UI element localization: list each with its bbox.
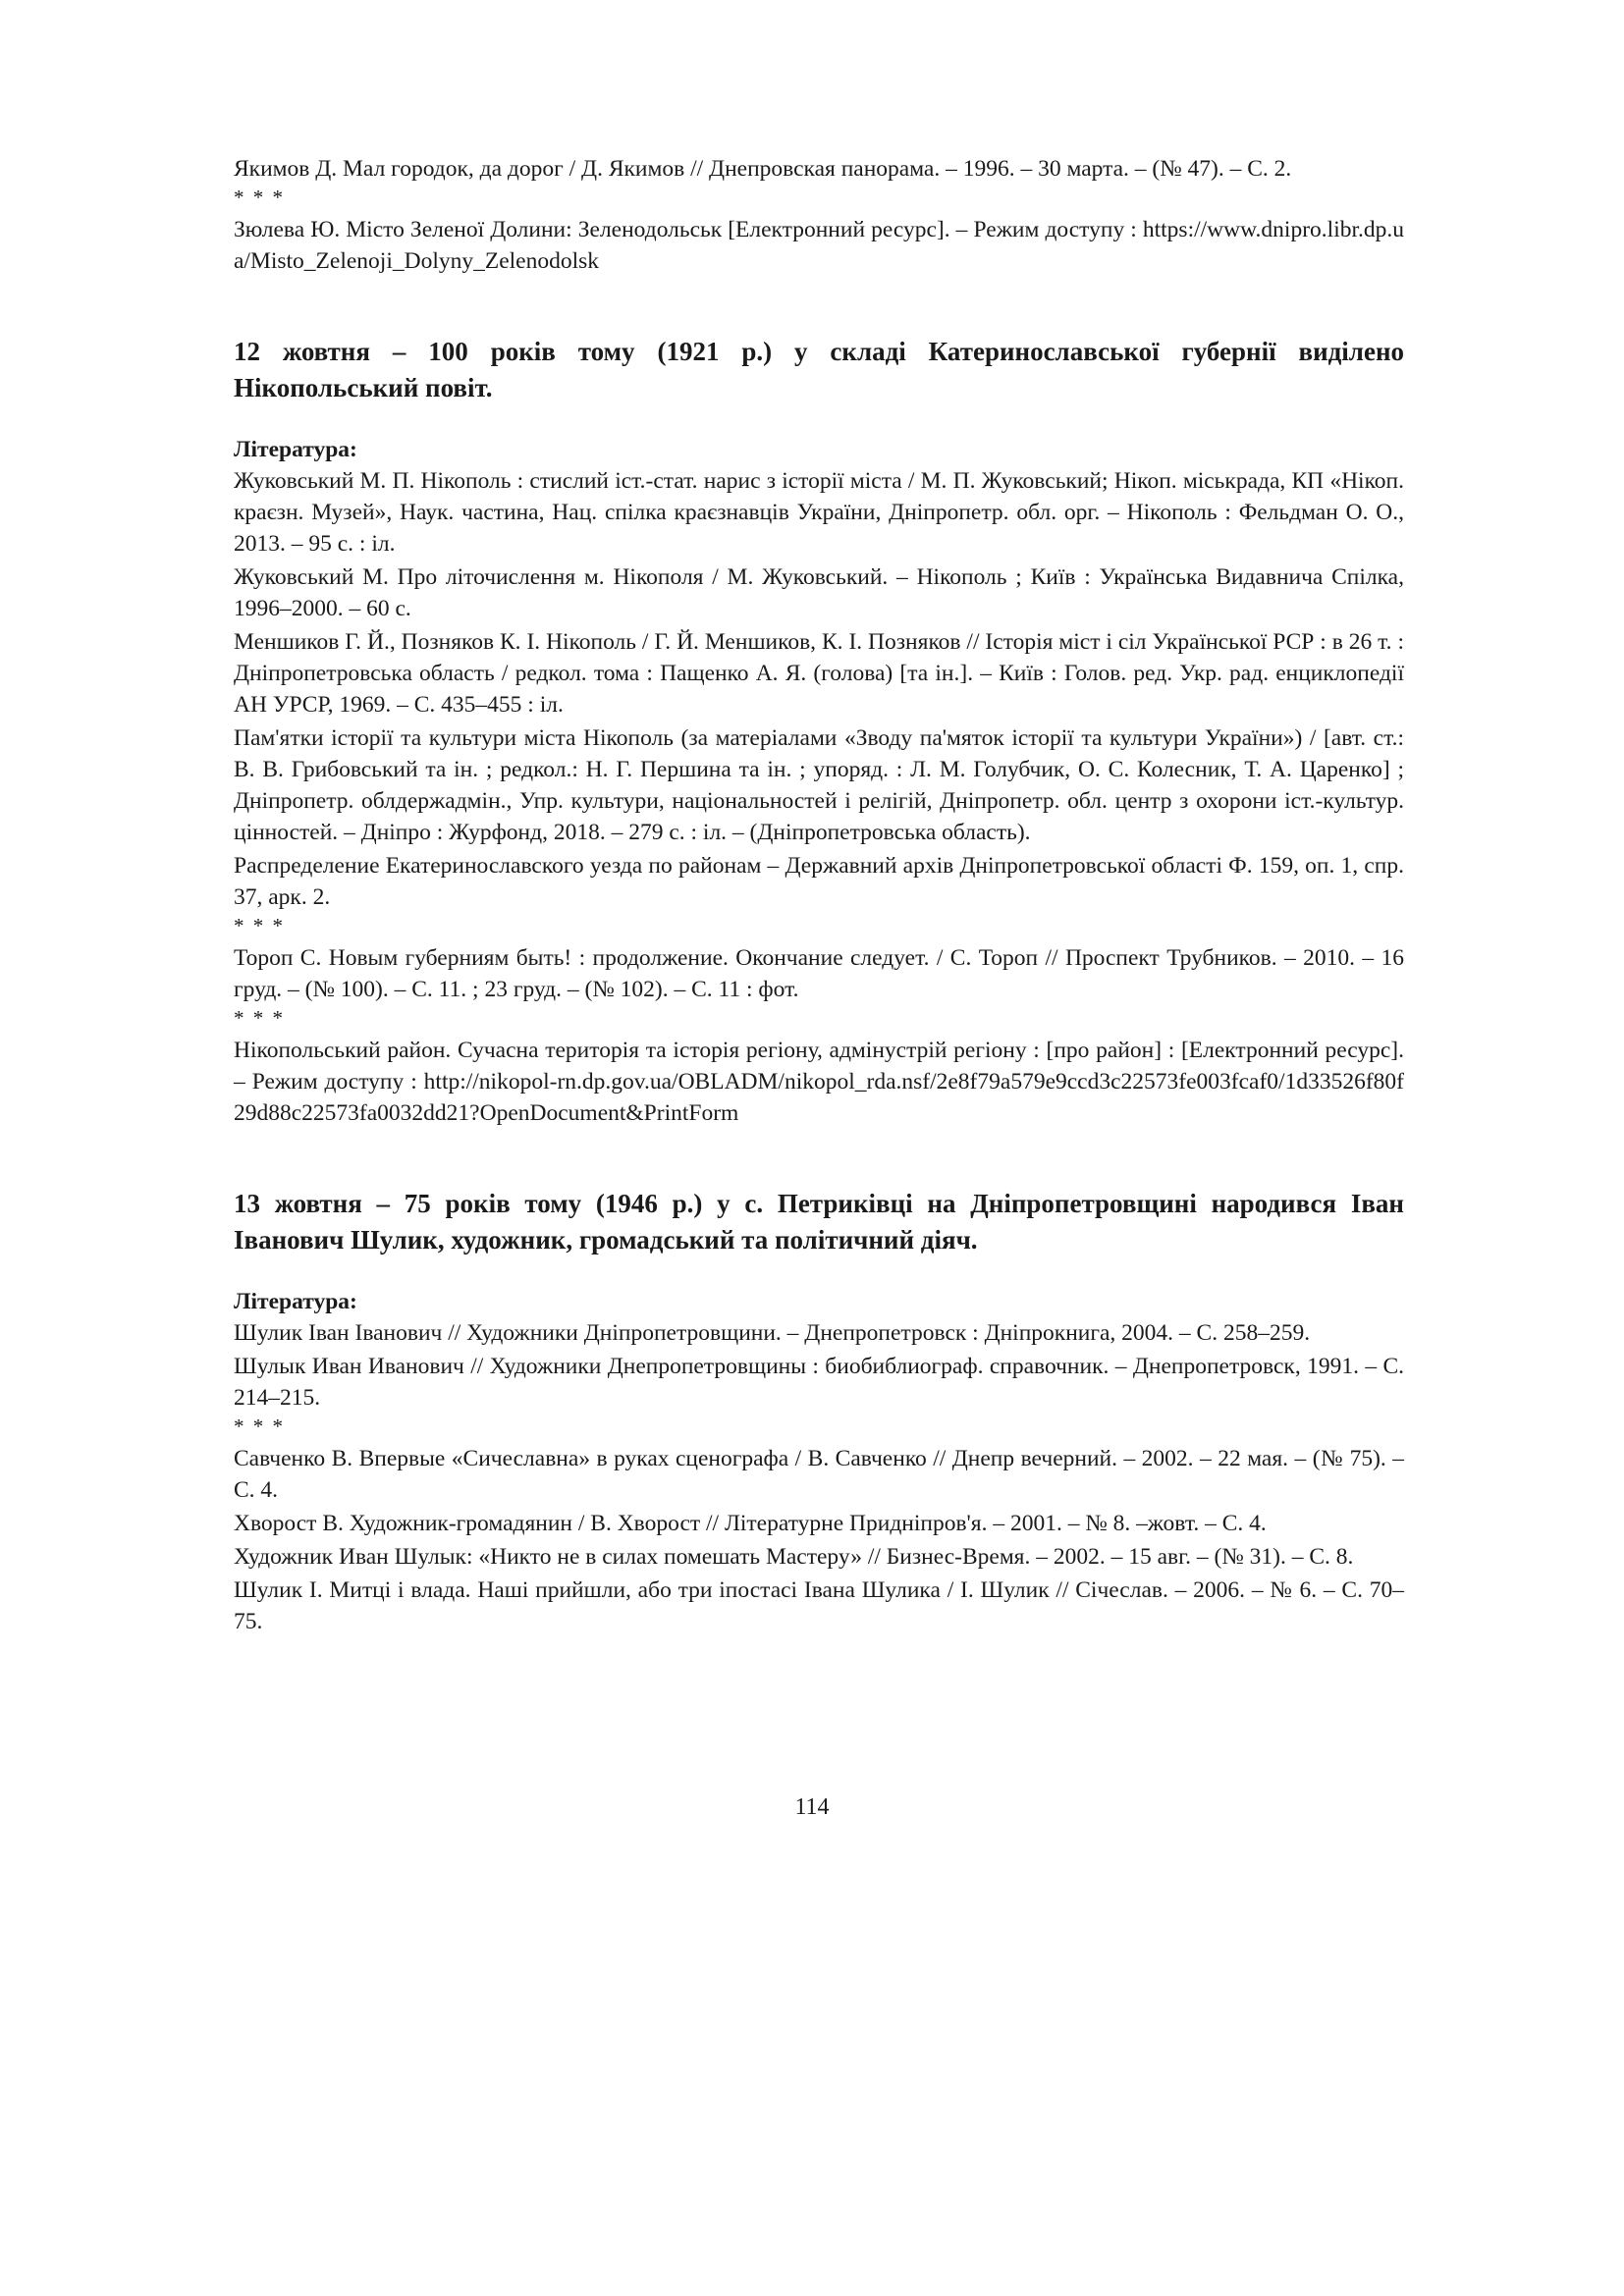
bibliography-entry: Пам'ятки історії та культури міста Нікополь (за матеріалами «Зводу па'мяток історії та культури України») / [авт. ст.: В. В. Грибовський та ін. ; редкол.: Н. Г. Першина та ін. ; упоряд. : Л. М. Голубчик, О. С. Колесник, Т. А. Царенко] ; Дніпропетр. облдержадмін., Упр. культури, національностей і релігій, Дніпропетр. обл. центр з охорони іст.-культур. цінностей. – Дніпро : Журфонд, 2018. – 279 с. : іл. – (Дніпропетровська область).: [234, 725, 1404, 845]
section-shulyk-birth: [234, 1186, 1404, 1637]
document-page: [234, 153, 1404, 1639]
bibliography-entry: Тороп С. Новым губерниям быть! : продолжение. Окончание следует. / С. Тороп // Проспект Трубников. – 2010. – 16 груд. – (№ 100). – С. 11. ; 23 груд. – (№ 102). – С. 11 : фот.: [234, 945, 1404, 1002]
bibliography-entry: Шулик Іван Іванович // Художники Дніпропетровщини. – Днепропетровск : Дніпрокнига, 2004. – С. 258–259.: [234, 1320, 1311, 1346]
separator-stars: * * *: [234, 1415, 285, 1438]
bibliography-entry: Якимов Д. Мал городок, да дорог / Д. Якимов // Днепровская панорама. – 1996. – 30 марта. – (№ 47). – С. 2.: [234, 156, 1292, 182]
section-nikopol-district: [234, 334, 1404, 1129]
bibliography-entry: Шулик І. Митці і влада. Наші прийшли, або три іпостасі Івана Шулика / І. Шулик // Січеслав. – 2006. – № 6. – С. 70–75.: [234, 1577, 1404, 1634]
section-heading: 12 жовтня – 100 років тому (1921 р.) у складі Катеринославської губернії виділено Нікопольський повіт.: [234, 337, 1404, 402]
bibliography-entry: Художник Иван Шулык: «Никто не в силах помешать Мастеру» // Бизнес-Время. – 2002. – 15 авг. – (№ 31). – С. 8.: [234, 1544, 1354, 1570]
bibliography-entry: Нікопольський район. Сучасна територія та історія регіону, адмінустрій регіону : [про район] : [Електронний ресурс]. – Режим доступу : http://nikopol-rn.dp.gov.ua/OBLADM/nikopol_rda.nsf/2e8f79a579e9ccd3c22573fe003fcaf0/1d33526f80f29d88c22573fa0032dd21?OpenDocument&PrintForm: [234, 1038, 1404, 1126]
bibliography-entry: Шулык Иван Иванович // Художники Днепропетровщины : биобиблиограф. справочник. – Днепропетровск, 1991. – С. 214–215.: [234, 1354, 1404, 1411]
top-entries: [234, 153, 1404, 277]
section-heading: 13 жовтня – 75 років тому (1946 р.) у с. Петриківці на Дніпропетровщині народився Іван Іванович Шулик, художник, громадський та політичний діяч.: [234, 1189, 1404, 1255]
bibliography-entry: Жуковський М. П. Нікополь : стислий іст.-стат. нарис з історії міста / М. П. Жуковський; Нікоп. міськрада, КП «Нікоп. краєзн. Музей», Наук. частина, Нац. спілка краєзнавців України, Дніпропетр. обл. орг. – Нікополь : Фельдман О. О., 2013. – 95 с. : іл.: [234, 468, 1404, 557]
bibliography-entry: Савченко В. Впервые «Сичеславна» в руках сценографа / В. Савченко // Днепр вечерний. – 2002. – 22 мая. – (№ 75). – С. 4.: [234, 1446, 1404, 1503]
separator-stars: * * *: [234, 1006, 285, 1030]
literature-label: Література:: [234, 437, 357, 462]
literature-label: Література:: [234, 1289, 357, 1314]
bibliography-entry: Жуковський М. Про літочислення м. Нікополя / М. Жуковський. – Нікополь ; Київ : Українська Видавнича Спілка, 1996–2000. – 60 с.: [234, 564, 1404, 621]
separator-stars: * * *: [234, 186, 285, 209]
separator-stars: * * *: [234, 914, 285, 937]
page-number: 114: [794, 1794, 830, 1820]
bibliography-entry: Зюлева Ю. Місто Зеленої Долини: Зеленодольськ [Електронний ресурс]. – Режим доступу : https://www.dnipro.libr.dp.ua/Misto_Zelenoji_Dolyny_Zelenodolsk: [234, 217, 1404, 274]
bibliography-entry: Хворост В. Художник-громадянин / В. Хворост // Літературне Придніпров'я. – 2001. – № 8. –жовт. – С. 4.: [234, 1511, 1267, 1536]
bibliography-entry: Меншиков Г. Й., Позняков К. І. Нікополь / Г. Й. Меншиков, К. І. Позняков // Історія міст і сіл Української РСР : в 26 т. : Дніпропетровська область / редкол. тома : Пащенко А. Я. (голова) [та ін.]. – Київ : Голов. ред. Укр. рад. енциклопедії АН УРСР, 1969. – С. 435–455 : іл.: [234, 629, 1404, 718]
bibliography-entry: Распределение Екатеринославского уезда по районам – Державний архів Дніпропетровської області Ф. 159, оп. 1, спр. 37, арк. 2.: [234, 853, 1404, 910]
